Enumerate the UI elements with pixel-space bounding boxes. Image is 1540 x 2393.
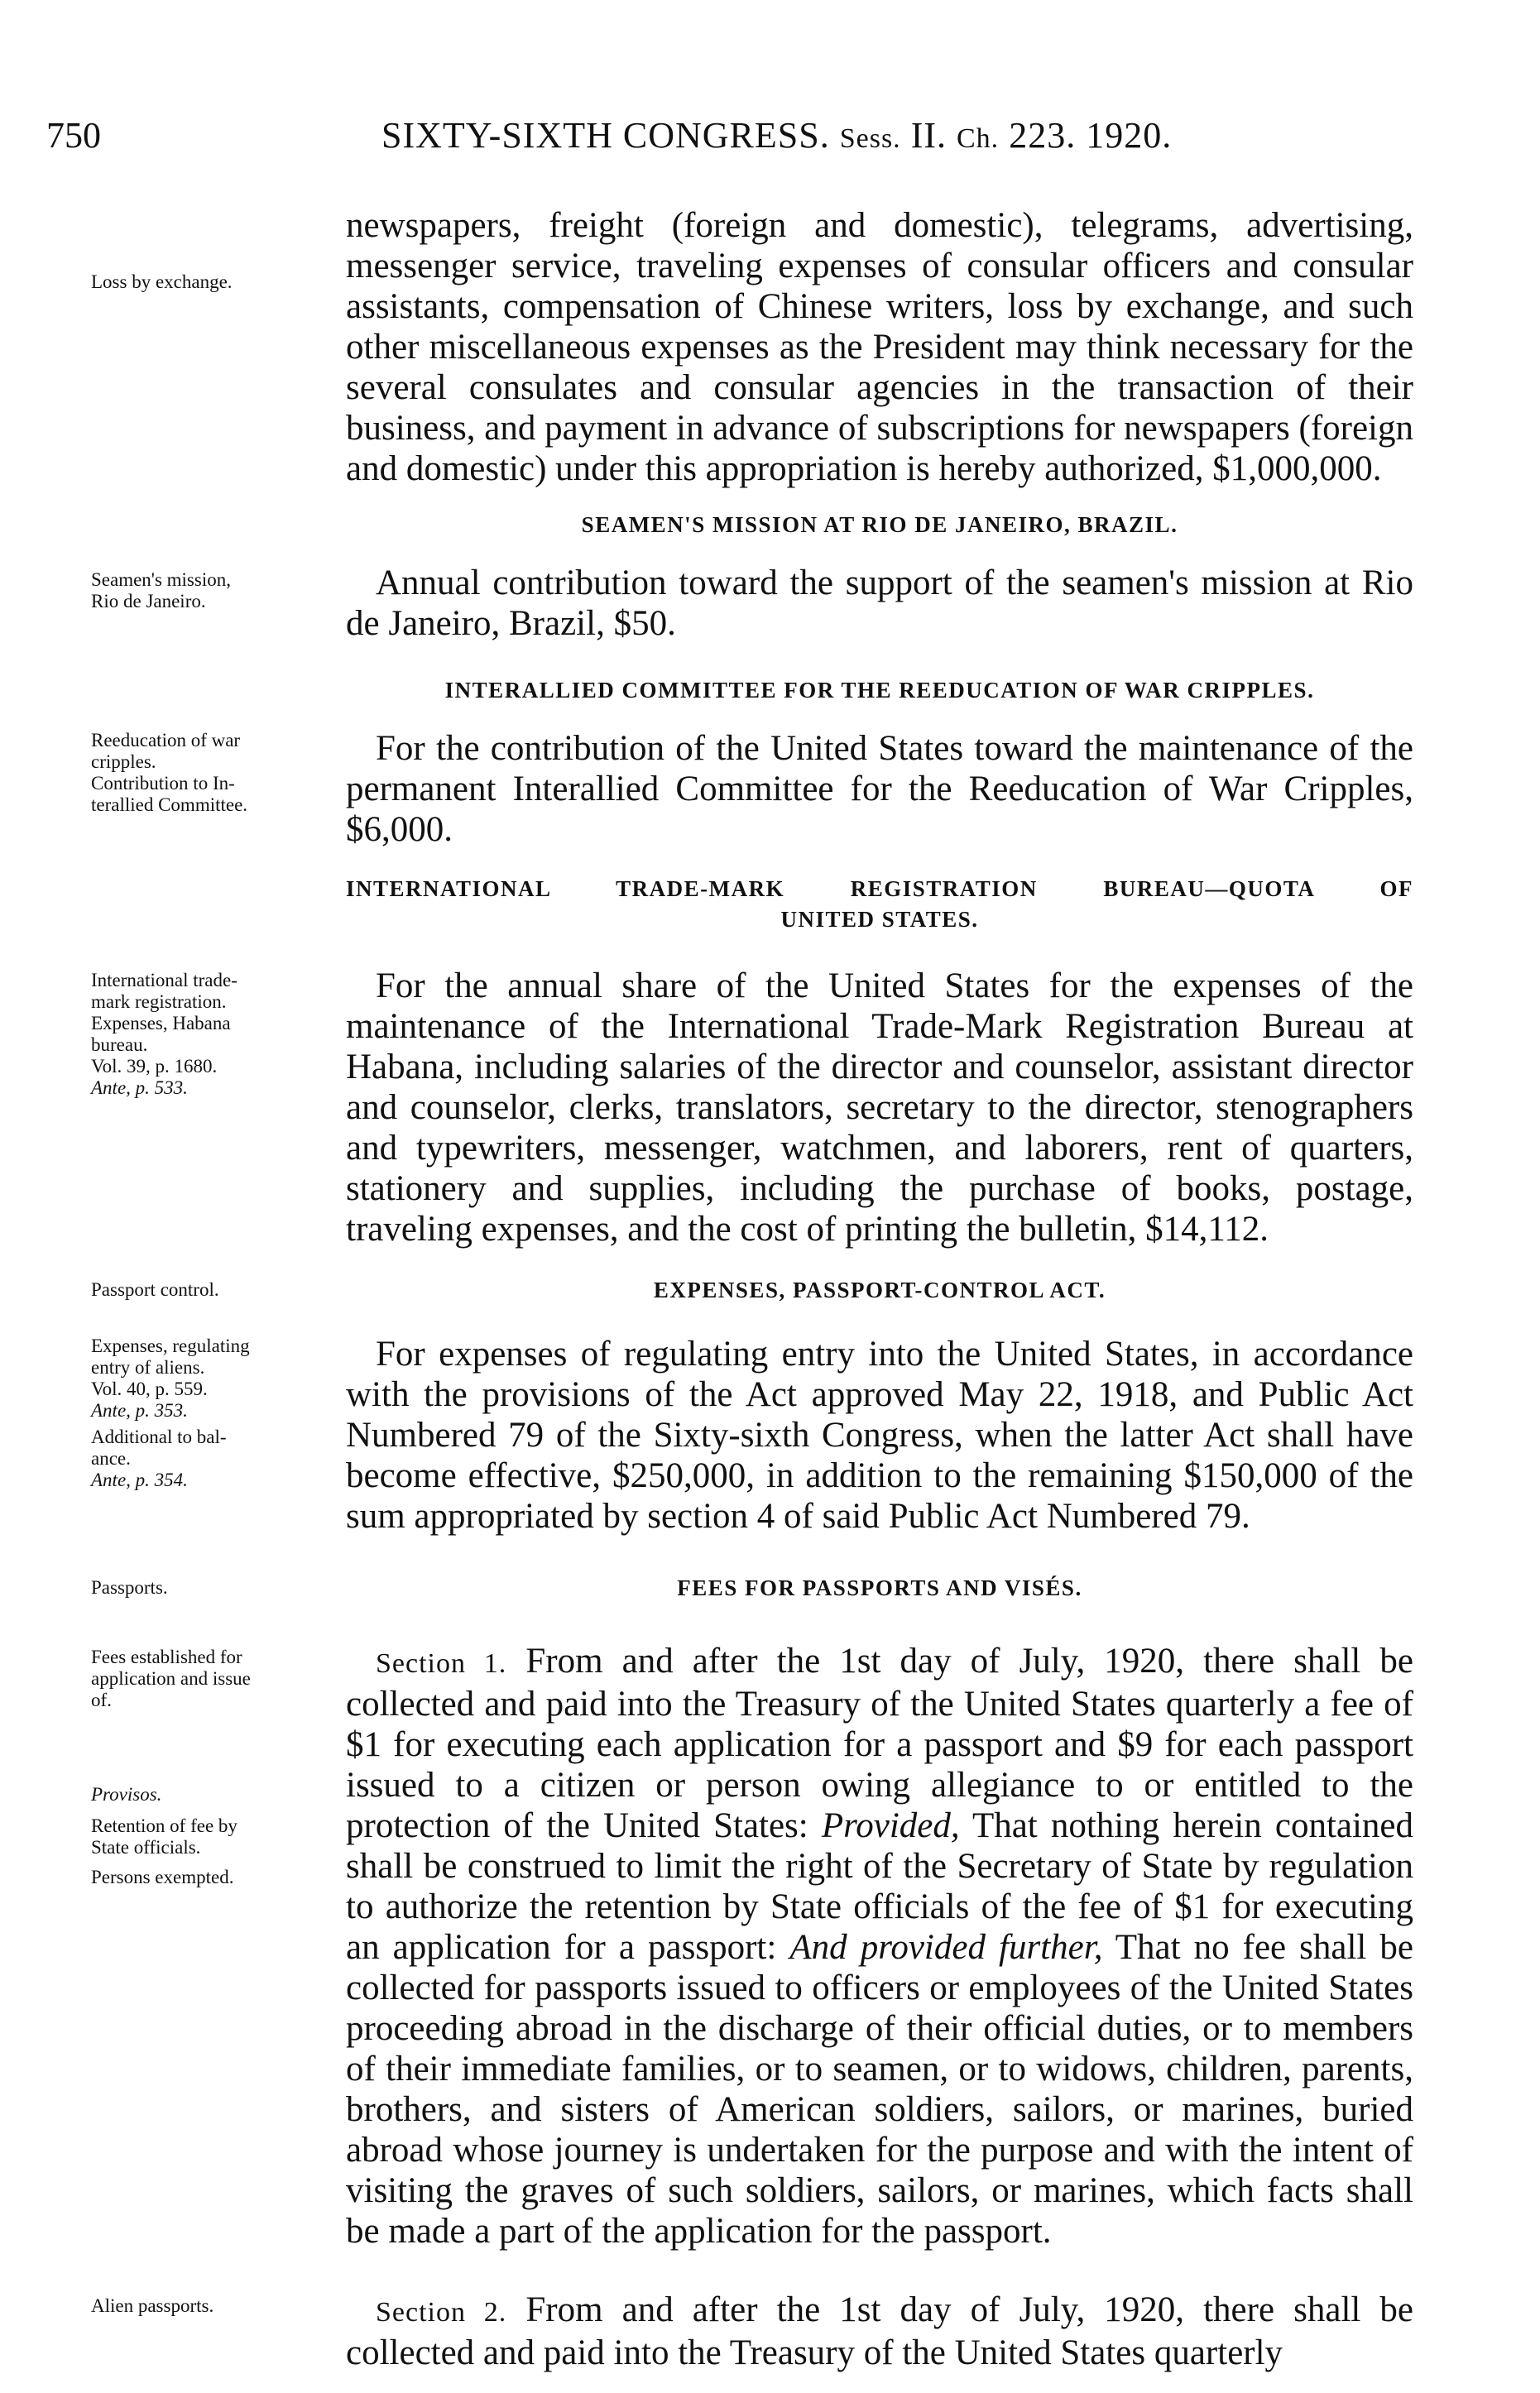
margin-note-text: State officials. — [91, 1837, 201, 1858]
margin-note-text: Retention of fee by — [91, 1815, 237, 1836]
paragraph-trademark: For the annual share of the United States for the expenses of the maintenance of the International Trade-Mark Registration Bureau at Habana, including salaries of the director and counselor, assistant director and counselor, clerks, translators, secretary to the director, stenographers and typewriters, messenger, watchmen, and laborers, rent of quarters, stationery and supplies, including the purchase of books, postage, traveling expenses, and the cost of printing the bulletin, $14,112. — [346, 966, 1413, 1249]
margin-note-text: mark registration. — [91, 991, 227, 1012]
margin-note-text: Alien passports. — [91, 2295, 214, 2316]
section-heading-passport-control: EXPENSES, PASSPORT-CONTROL ACT. — [653, 1278, 1106, 1302]
year: 1920. — [1086, 115, 1173, 156]
margin-note-text: of. — [91, 1690, 112, 1710]
running-head-title — [381, 114, 1172, 156]
margin-note-text: Persons exempted. — [91, 1867, 234, 1887]
chapter-label: Ch. — [957, 123, 1000, 154]
margin-note-alien-passports — [91, 2295, 331, 2317]
section-1-text-part1: From and after the 1st day of July, 1920, there shall be collected and paid into the Treasury of the United States quarterly a fee of $1 for executing each application for a passport and $9 for each passport issued to a citizen or person owing allegiance to or entitled to the protection of the United States: — [346, 1642, 1414, 1845]
margin-note-text: ance. — [91, 1448, 131, 1469]
margin-note-text: Ante, p. 353. — [91, 1400, 188, 1421]
section-heading-seamens-mission: SEAMEN'S MISSION AT RIO DE JANEIRO, BRAZIL. — [581, 512, 1178, 537]
margin-note-text: entry of aliens. — [91, 1357, 205, 1378]
margin-note-trademark — [91, 970, 331, 1099]
margin-note-text: Rio de Janeiro. — [91, 591, 206, 611]
margin-note-text: Fees established for — [91, 1647, 242, 1667]
margin-note-text: Provisos. — [91, 1784, 162, 1805]
section-heading-trademark-line2: UNITED STATES. — [780, 907, 979, 932]
congress-label: SIXTY-SIXTH CONGRESS. — [381, 115, 830, 156]
margin-note-text: International trade- — [91, 970, 237, 990]
margin-note-fees-established — [91, 1647, 331, 1711]
page-number: 750 — [46, 115, 101, 156]
margin-note-text: Vol. 40, p. 559. — [91, 1379, 208, 1399]
paragraph-passport-control: For expenses of regulating entry into the United States, in accordance with the provisions of the Act approved May 22, 1918, and Public Act Numbered 79 of the Sixty-sixth Congress, when the latter Act shall have become effective, $250,000, in addition to the remaining $150,000 of the sum appropriated by section 4 of said Public Act Numbered 79. — [346, 1335, 1413, 1536]
section-2-label: Section 2. — [376, 2297, 507, 2328]
margin-note-text: application and issue — [91, 1668, 251, 1689]
paragraph-seamens-mission: Annual contribution toward the support of the seamen's mission at Rio de Janeiro, Brazil, $50. — [346, 563, 1413, 643]
margin-note-text: Expenses, Habana — [91, 1013, 231, 1033]
margin-note-text: Ante, p. 354. — [91, 1470, 188, 1490]
paragraph-section-2 — [346, 2290, 1413, 2373]
margin-note-reeducation — [91, 730, 331, 816]
session-label: Sess. — [839, 123, 901, 154]
section-heading-war-cripples: INTERALLIED COMMITTEE FOR THE REEDUCATION OF WAR CRIPPLES. — [444, 678, 1315, 703]
section-1-text-part2: That nothing herein contained shall be construed to limit the right of the Secretary of State by regulation to authorize the retention by State officials of the fee of $1 for executing an application for a passport: — [346, 1806, 1414, 1967]
margin-note-text: Contribution to In- — [91, 773, 235, 794]
margin-note-text: Passports. — [91, 1577, 168, 1598]
margin-note-text: terallied Committee. — [91, 794, 248, 815]
section-2-text: From and after the 1st day of July, 1920, there shall be collected and paid into the Treasury of the United States quarterly — [346, 2290, 1414, 2372]
margin-note-seamens-mission — [91, 569, 331, 612]
margin-note-text: Passport control. — [91, 1279, 219, 1300]
paragraph-war-cripples: For the contribution of the United States toward the maintenance of the permanent Interallied Committee for the Reeducation of War Cripples, $6,000. — [346, 729, 1413, 849]
paragraph-section-1 — [346, 1641, 1413, 2252]
margin-note-text: bureau. — [91, 1034, 148, 1055]
section-1-label: Section 1. — [376, 1648, 507, 1679]
section-1-text-part3: That no fee shall be collected for passports issued to officers or employees of the United States proceeding abroad in the discharge of their official duties, or to members of their immediate families, or to seamen, or to widows, children, parents, brothers, and sisters of American soldiers, sailors, or marines, buried abroad whose journey is undertaken for the purpose and with the intent of visiting the graves of such soldiers, sailors, or marines, which facts shall be made a part of the application for the passport. — [346, 1928, 1414, 2251]
section-heading-trademark-line1: INTERNATIONAL TRADE-MARK REGISTRATION BUREAU—QUOTA OF — [346, 876, 1413, 901]
margin-note-regulating-entry — [91, 1336, 331, 1491]
margin-note-text: Seamen's mission, — [91, 569, 231, 590]
session-number: II. — [910, 115, 947, 156]
intro-paragraph: newspapers, freight (foreign and domestic), telegrams, advertising, messenger service, traveling expenses of consular officers and consular assistants, compensation of Chinese writers, loss by exchange, and such other miscellaneous expenses as the President may think necessary for the several consulates and consular agencies in the transaction of their business, and payment in advance of subscriptions for newspapers (foreign and domestic) under this appropriation is hereby authorized, $1,000,000. — [346, 206, 1413, 488]
running-header — [46, 114, 1420, 164]
chapter-number: 223. — [1009, 115, 1077, 156]
section-heading-fees-passports: FEES FOR PASSPORTS AND VISÉS. — [677, 1575, 1082, 1600]
margin-note-passports — [91, 1577, 331, 1599]
margin-note-text: Expenses, regulating — [91, 1336, 250, 1356]
margin-note-loss-by-exchange — [91, 271, 331, 293]
margin-note-text: cripples. — [91, 751, 156, 772]
margin-note-passport-control — [91, 1279, 331, 1301]
provided-clause: Provided, — [821, 1806, 960, 1845]
margin-note-text: Reeducation of war — [91, 730, 241, 751]
provided-further-clause: And provided further, — [789, 1928, 1103, 1967]
margin-note-text: Loss by exchange. — [91, 271, 233, 292]
margin-note-provisos — [91, 1784, 331, 1888]
margin-note-text: Additional to bal- — [91, 1427, 227, 1447]
margin-note-text: Ante, p. 533. — [91, 1077, 188, 1098]
margin-note-text: Vol. 39, p. 1680. — [91, 1056, 218, 1077]
